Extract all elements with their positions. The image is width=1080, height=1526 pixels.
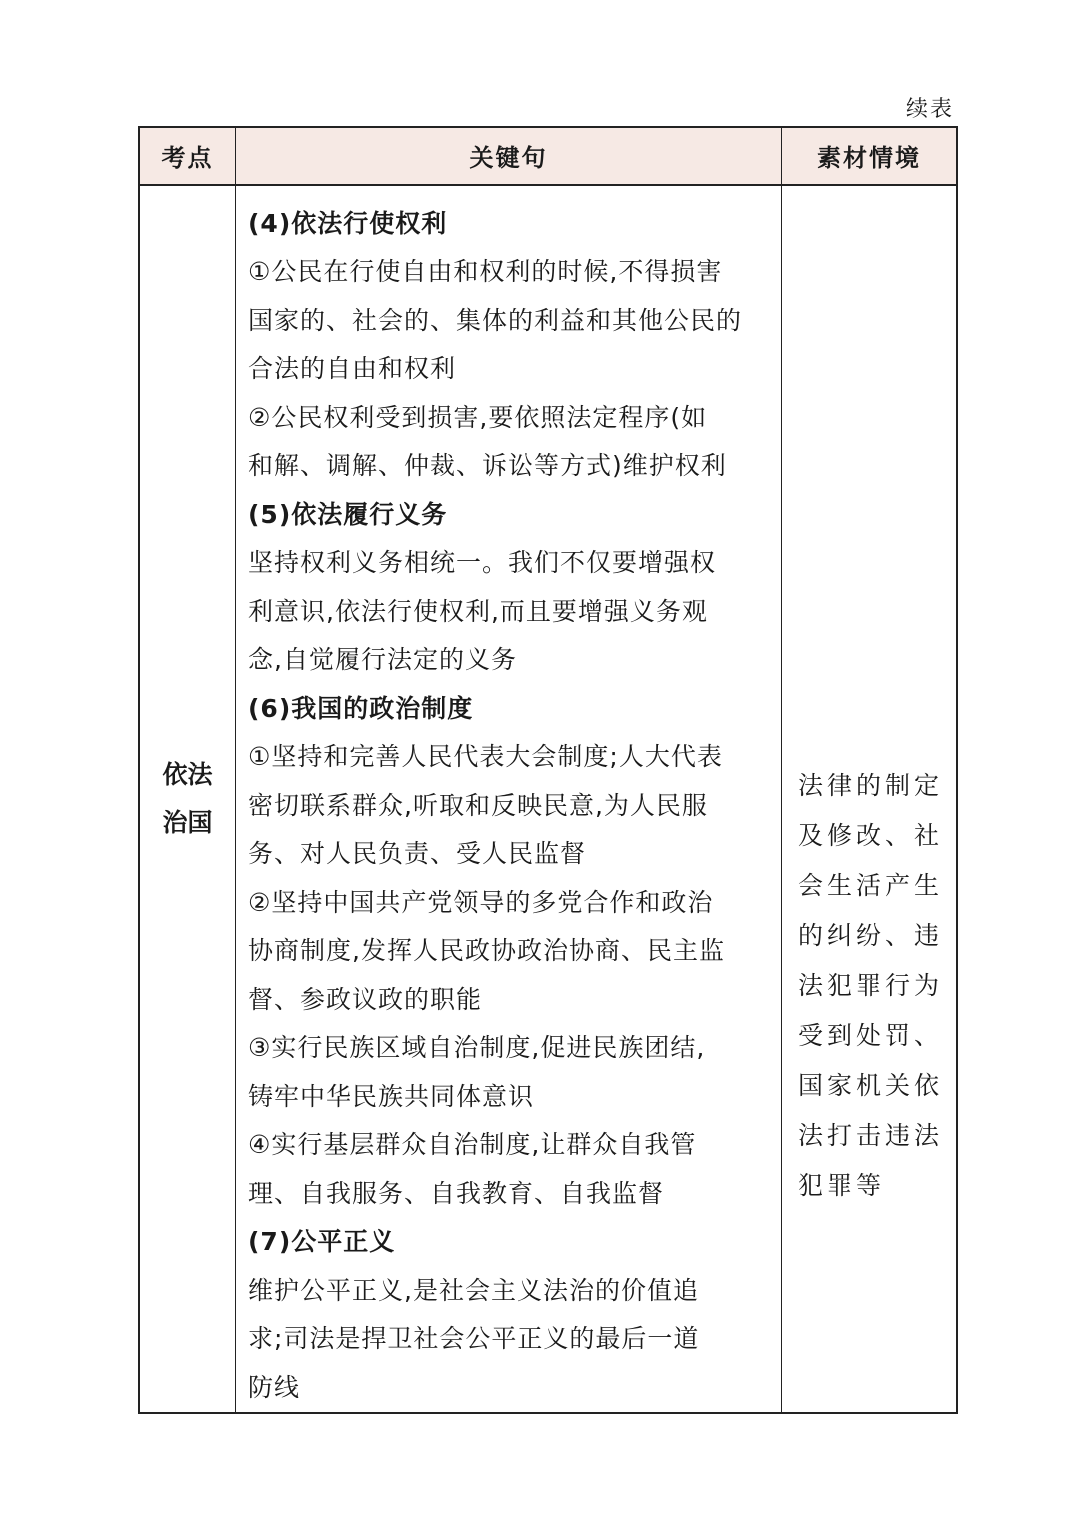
key-line: 协商制度,发挥人民政协政治协商、民主监 bbox=[248, 936, 725, 965]
header-exam-point: 考点 bbox=[140, 128, 236, 184]
key-heading: (6)我国的政治制度 bbox=[248, 693, 474, 723]
key-line: 和解、调解、仲裁、诉讼等方式)维护权利 bbox=[248, 451, 727, 480]
header-key-sentences: 关键句 bbox=[236, 128, 782, 184]
key-line: 防线 bbox=[248, 1372, 301, 1402]
key-line: 督、参政议政的职能 bbox=[248, 984, 483, 1014]
header-material-scenario: 素材情境 bbox=[817, 144, 921, 173]
key-line: 合法的自由和权利 bbox=[248, 354, 457, 383]
key-line: 念,自觉履行法定的义务 bbox=[248, 645, 517, 674]
key-line: 国家的、社会的、集体的利益和其他公民的 bbox=[248, 305, 743, 335]
scenario-cell bbox=[782, 186, 956, 1413]
key-line: ②公民权利受到损害,要依照法定程序(如 bbox=[248, 402, 708, 432]
key-line: 铸牢中华民族共同体意识 bbox=[248, 1081, 535, 1111]
key-line: 坚持权利义务相统一。我们不仅要增强权 bbox=[248, 548, 717, 577]
table-row bbox=[140, 186, 956, 1413]
key-line: ③实行民族区域自治制度,促进民族团结, bbox=[248, 1033, 706, 1062]
table-header-row bbox=[140, 128, 956, 186]
key-line: 求;司法是捍卫社会公平正义的最后一道 bbox=[248, 1324, 700, 1353]
topic-cell bbox=[140, 186, 236, 1413]
key-line: 维护公平正义,是社会主义法治的价值追 bbox=[248, 1275, 699, 1305]
key-points-table bbox=[138, 126, 958, 1414]
key-heading: (5)依法履行义务 bbox=[248, 499, 448, 529]
key-line: 利意识,依法行使权利,而且要增强义务观 bbox=[248, 596, 708, 626]
key-sentences-cell bbox=[236, 186, 782, 1413]
key-line: ①坚持和完善人民代表大会制度;人大代表 bbox=[248, 742, 723, 771]
key-heading: (7)公平正义 bbox=[248, 1227, 396, 1256]
key-line: 务、对人民负责、受人民监督 bbox=[248, 839, 587, 868]
key-heading: (4)依法行使权利 bbox=[248, 208, 448, 238]
topic-text: 依法治国 bbox=[162, 759, 213, 837]
key-line: 密切联系群众,听取和反映民意,为人民服 bbox=[248, 790, 708, 820]
key-line: ①公民在行使自由和权利的时候,不得损害 bbox=[248, 257, 723, 286]
key-line: ④实行基层群众自治制度,让群众自我管 bbox=[248, 1130, 697, 1159]
key-line: 理、自我服务、自我教育、自我监督 bbox=[248, 1178, 665, 1208]
scenario-text: 法律的制定及修改、社会生活产生的纠纷、违法犯罪行为受到处罚、国家机关依法打击违法犯罪等 bbox=[798, 770, 944, 1200]
key-line: ②坚持中国共产党领导的多党合作和政治 bbox=[248, 887, 714, 917]
continued-label: 续表 bbox=[905, 97, 954, 122]
